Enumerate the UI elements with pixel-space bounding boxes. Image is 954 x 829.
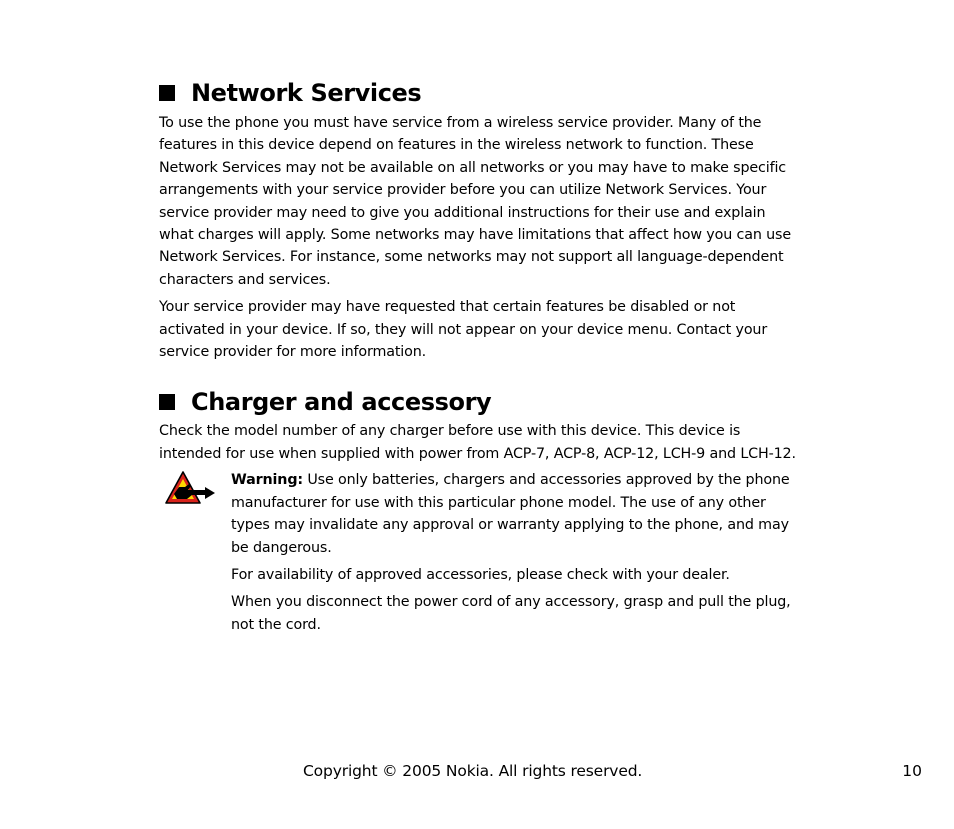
body-paragraph: To use the phone you must have service from a wireless service provider. Many of the features in this device depend on features in the wireless network to function. These Network Services may not be available on all networks or you may have to make specific arrangements with your service provider before you can utilize Network Services. Your service provider may need to give you additional instructions for their use and explain what charges will apply. Some networks may have limitations that affect how you can use Network Services. For instance, some networks may not support all language-dependent characters and services.	[159, 115, 791, 288]
section-heading-text: Charger and accessory	[191, 388, 492, 417]
warning-note: When you disconnect the power cord of any accessory, grasp and pull the plug, not the cord.	[231, 594, 791, 633]
footer-copyright: Copyright © 2005 Nokia. All rights reserved.	[303, 762, 643, 780]
warning-body: Use only batteries, chargers and accessories approved by the phone manufacturer for use with this particular phone model. The use of any other types may invalidate any approval or warranty applying to the phone, and may be dangerous.	[231, 472, 790, 556]
body-paragraph: Check the model number of any charger before use with this device. This device is intended for use when supplied with power from ACP-7, ACP-8, ACP-12, LCH-9 and LCH-12.	[159, 423, 796, 462]
warning-text	[231, 469, 799, 559]
warning-hand-icon	[165, 470, 217, 506]
section-spacer	[159, 363, 799, 385]
section-heading-charger-accessory	[159, 385, 799, 419]
heading-square-icon	[159, 394, 175, 410]
body-paragraph: Your service provider may have requested that certain features be disabled or not activated in your device. If so, they will not appear on your device menu. Contact your service provider for more information.	[159, 299, 768, 361]
warning-block	[159, 469, 799, 636]
section-heading-text: Network Services	[191, 79, 422, 107]
warning-note: For availability of approved accessories, please check with your dealer.	[231, 566, 730, 583]
section-heading-network-services	[159, 76, 799, 110]
warning-label: Warning:	[231, 472, 303, 489]
page-content	[159, 76, 799, 636]
page-number: 10	[902, 762, 922, 780]
heading-square-icon	[159, 85, 175, 101]
